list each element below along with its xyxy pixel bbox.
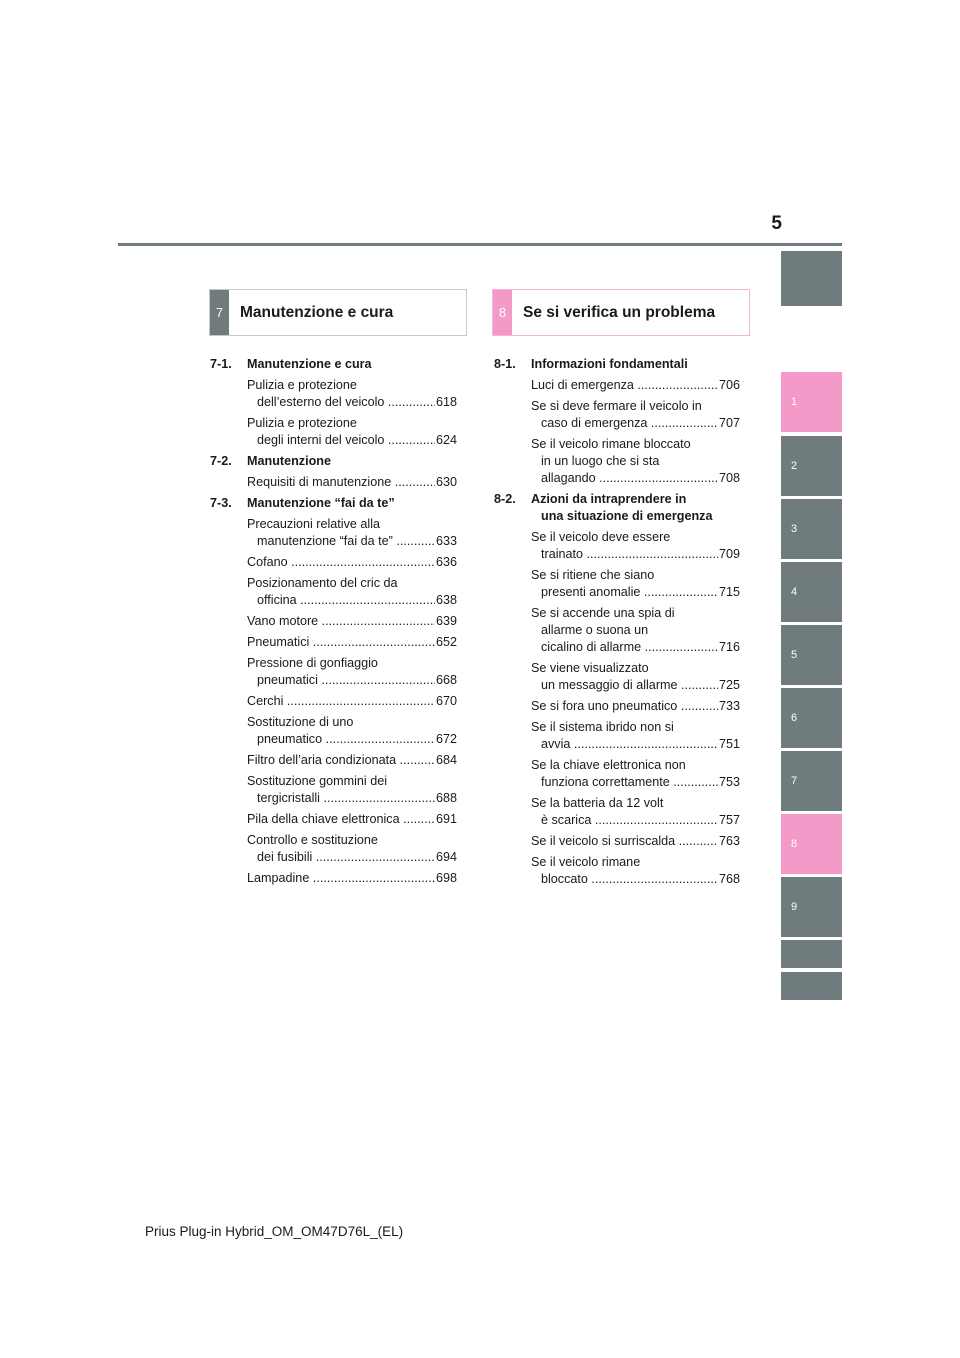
entry-title-leader: Pila della chiave elettronica .....	[247, 811, 457, 828]
entry-title-line: Sostituzione di uno	[247, 715, 354, 729]
entry-page-number: 670	[435, 694, 457, 708]
chapter-tab[interactable]	[781, 688, 842, 748]
chapter-title: Azioni da intraprendere in	[531, 492, 687, 506]
toc-entry[interactable]	[247, 811, 457, 828]
entry-title-leader: un messaggio di allarme .....	[531, 677, 740, 694]
entry-page-number: 624	[435, 433, 457, 447]
chapter-tab[interactable]	[781, 372, 842, 432]
chapter-tab[interactable]	[781, 436, 842, 496]
entry-page-number: 753	[718, 775, 740, 789]
chapter-tab[interactable]	[781, 877, 842, 937]
chapter-tab[interactable]	[781, 625, 842, 685]
entry-title-leader: Se il veicolo si surriscalda .....	[531, 833, 740, 850]
entry-title-leader: Cerchi .....	[247, 693, 457, 710]
entry-title-leader: manutenzione “fai da te” .....	[247, 533, 457, 550]
entry-title-leader: Requisiti di manutenzione .....	[247, 474, 457, 491]
chapter-tab-label: 7	[791, 775, 798, 787]
entry-title-line: Pulizia e protezione	[247, 378, 357, 392]
chapter-title: Manutenzione “fai da te”	[247, 496, 395, 510]
toc-entry[interactable]	[531, 719, 740, 753]
section-header-7	[209, 289, 467, 336]
toc-entry[interactable]	[247, 415, 457, 449]
chapter-tab[interactable]	[781, 751, 842, 811]
entry-page-number: 672	[435, 732, 457, 746]
entry-page-number: 733	[718, 699, 740, 713]
entry-page-number: 638	[435, 593, 457, 607]
entry-title-leader: presenti anomalie .....	[531, 584, 740, 601]
chapter-tab-label: 5	[791, 649, 798, 661]
entry-page-number: 757	[718, 813, 740, 827]
toc-entry[interactable]	[531, 398, 740, 432]
section-title: Se si verifica un problema	[523, 304, 716, 321]
entry-page-number: 639	[435, 614, 457, 628]
chapter-tab[interactable]	[781, 251, 842, 306]
toc-entry[interactable]	[247, 832, 457, 866]
toc-chapter	[494, 356, 740, 373]
chapter-tab[interactable]	[781, 562, 842, 622]
toc-chapter	[210, 453, 457, 470]
chapter-tab[interactable]	[781, 940, 842, 968]
toc-entry[interactable]	[247, 474, 457, 491]
chapter-number: 7-2.	[210, 454, 232, 468]
entry-page-number: 618	[435, 395, 457, 409]
entry-title-line: Pulizia e protezione	[247, 416, 357, 430]
entry-title-line: Se si accende una spia di	[531, 606, 675, 620]
toc-chapter	[494, 491, 740, 525]
toc-entry[interactable]	[531, 698, 740, 715]
entry-page-number: 698	[435, 871, 457, 885]
section-number: 8	[493, 290, 512, 335]
entry-title-line: in un luogo che si sta	[541, 454, 660, 468]
entry-page-number: 706	[718, 378, 740, 392]
entry-title-line: Pressione di gonfiaggio	[247, 656, 378, 670]
entry-page-number: 636	[435, 555, 457, 569]
entry-page-number: 708	[718, 471, 740, 485]
chapter-tab-label: 9	[791, 901, 798, 913]
entry-title-leader: dell’esterno del veicolo .....	[247, 394, 457, 411]
entry-title-line: Posizionamento del cric da	[247, 576, 398, 590]
entry-title-leader: funziona correttamente .....	[531, 774, 740, 791]
toc-entry[interactable]	[531, 567, 740, 601]
entry-page-number: 709	[718, 547, 740, 561]
chapter-tab-label: 4	[791, 586, 798, 598]
entry-page-number: 691	[435, 812, 457, 826]
entry-title-leader: trainato .....	[531, 546, 740, 563]
entry-title-line: Controllo e sostituzione	[247, 833, 378, 847]
entry-title-leader: avvia .....	[531, 736, 740, 753]
toc-entry[interactable]	[531, 436, 740, 487]
entry-page-number: 707	[718, 416, 740, 430]
toc-entry[interactable]	[247, 554, 457, 571]
toc-column-8	[494, 352, 740, 888]
toc-entry[interactable]	[247, 613, 457, 630]
entry-title-leader: bloccato .....	[531, 871, 740, 888]
entry-page-number: 763	[718, 834, 740, 848]
toc-entry[interactable]	[531, 833, 740, 850]
chapter-tab[interactable]	[781, 972, 842, 1000]
entry-page-number: 716	[718, 640, 740, 654]
entry-title-line: Se viene visualizzato	[531, 661, 649, 675]
toc-entry[interactable]	[247, 516, 457, 550]
toc-entry[interactable]	[247, 693, 457, 710]
entry-title-leader: pneumatici .....	[247, 672, 457, 689]
toc-entry[interactable]	[531, 377, 740, 394]
entry-page-number: 630	[435, 475, 457, 489]
header-rule	[118, 243, 842, 246]
chapter-title-cont: una situazione di emergenza	[541, 509, 713, 523]
entry-page-number: 715	[718, 585, 740, 599]
entry-page-number: 768	[718, 872, 740, 886]
entry-title-leader: degli interni del veicolo .....	[247, 432, 457, 449]
toc-entry[interactable]	[531, 854, 740, 888]
entry-page-number: 684	[435, 753, 457, 767]
entry-title-leader: tergicristalli .....	[247, 790, 457, 807]
entry-page-number: 694	[435, 850, 457, 864]
section-header-8	[492, 289, 750, 336]
section-title: Manutenzione e cura	[240, 304, 394, 321]
entry-title-line: Se il sistema ibrido non si	[531, 720, 674, 734]
entry-title-line: Se si ritiene che siano	[531, 568, 655, 582]
toc-chapter	[210, 356, 457, 373]
chapter-title: Informazioni fondamentali	[531, 357, 688, 371]
entry-title-leader: allagando .....	[531, 470, 740, 487]
entry-title-line: Se la chiave elettronica non	[531, 758, 686, 772]
entry-title-leader: Vano motore .....	[247, 613, 457, 630]
toc-entry[interactable]	[247, 634, 457, 651]
entry-title-leader: Luci di emergenza .....	[531, 377, 740, 394]
entry-title-leader: Lampadine .....	[247, 870, 457, 887]
toc-entry[interactable]	[247, 377, 457, 411]
entry-page-number: 633	[435, 534, 457, 548]
toc-entry[interactable]	[531, 795, 740, 829]
entry-title-leader: è scarica .....	[531, 812, 740, 829]
entry-title-leader: pneumatico .....	[247, 731, 457, 748]
chapter-number: 7-3.	[210, 496, 232, 510]
toc-chapter	[210, 495, 457, 512]
entry-title-leader: cicalino di allarme .....	[531, 639, 740, 656]
entry-title-line: Se il veicolo deve essere	[531, 530, 671, 544]
chapter-number: 7-1.	[210, 357, 232, 371]
chapter-tab-label: 1	[791, 396, 798, 408]
chapter-tab-label: 8	[791, 838, 798, 850]
chapter-tab-label: 6	[791, 712, 798, 724]
section-number: 7	[210, 290, 229, 335]
chapter-number: 8-1.	[494, 357, 516, 371]
toc-entry[interactable]	[247, 752, 457, 769]
chapter-tab[interactable]	[781, 499, 842, 559]
entry-title-line: Se il veicolo rimane bloccato	[531, 437, 691, 451]
entry-title-line: allarme o suona un	[541, 623, 649, 637]
chapter-title: Manutenzione	[247, 454, 331, 468]
entry-page-number: 725	[718, 678, 740, 692]
chapter-tab[interactable]	[781, 814, 842, 874]
entry-title-line: Se la batteria da 12 volt	[531, 796, 664, 810]
toc-entry[interactable]	[247, 655, 457, 689]
entry-page-number: 751	[718, 737, 740, 751]
entry-title-leader: Cofano .....	[247, 554, 457, 571]
chapter-title: Manutenzione e cura	[247, 357, 372, 371]
entry-title-leader: dei fusibili .....	[247, 849, 457, 866]
entry-page-number: 652	[435, 635, 457, 649]
toc-column-7	[210, 352, 457, 887]
toc-entry[interactable]	[247, 575, 457, 609]
entry-page-number: 688	[435, 791, 457, 805]
entry-title-leader: caso di emergenza .....	[531, 415, 740, 432]
entry-page-number: 668	[435, 673, 457, 687]
footer-document-code: Prius Plug-in Hybrid_OM_OM47D76L_(EL)	[145, 1224, 404, 1239]
entry-title-line: Sostituzione gommini dei	[247, 774, 388, 788]
entry-title-line: Se il veicolo rimane	[531, 855, 641, 869]
entry-title-line: Precauzioni relative alla	[247, 517, 381, 531]
toc-entry[interactable]	[247, 870, 457, 887]
toc-entry[interactable]	[247, 773, 457, 807]
entry-title-leader: Filtro dell’aria condizionata .....	[247, 752, 457, 769]
toc-entry[interactable]	[531, 757, 740, 791]
chapter-tab-label: 3	[791, 523, 798, 535]
entry-title-leader: Se si fora uno pneumatico .....	[531, 698, 740, 715]
page-number: 5	[771, 213, 782, 234]
entry-title-line: Se si deve fermare il veicolo in	[531, 399, 702, 413]
toc-entry[interactable]	[531, 605, 740, 656]
chapter-tab-label: 2	[791, 460, 798, 472]
toc-entry[interactable]	[531, 660, 740, 694]
chapter-number: 8-2.	[494, 492, 516, 506]
toc-entry[interactable]	[531, 529, 740, 563]
entry-title-leader: Pneumatici .....	[247, 634, 457, 651]
toc-entry[interactable]	[247, 714, 457, 748]
entry-title-leader: officina .....	[247, 592, 457, 609]
